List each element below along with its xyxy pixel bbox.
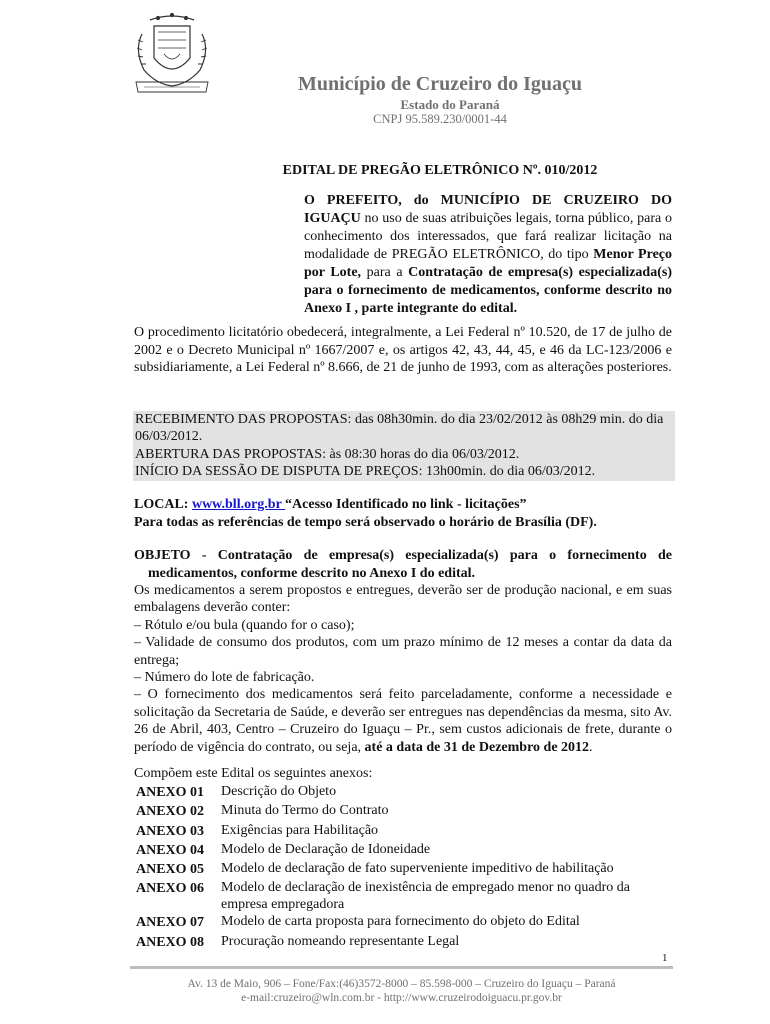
requirement-label: – Rótulo e/ou bula (quando for o caso); — [134, 617, 355, 633]
procedure-paragraph: O procedimento licitatório obedecerá, integralmente, a Lei Federal nº 10.520, de 17 de julho de 2002 e o Decreto Municipal nº 1667/2007 e, os artigos 42, 43, 44, 45, e 46 da LC-123/2006 e subsidiariamente, a Lei Federal nº 8.666, de 21 de junho de 1993, com as alterações posteriores. — [134, 325, 672, 376]
anexo-number: ANEXO 08 — [136, 934, 205, 950]
requirements-block — [134, 582, 672, 756]
anexo-row — [136, 822, 676, 841]
edital-title: EDITAL DE PREGÃO ELETRÔNICO Nº. 010/2012 — [282, 163, 598, 178]
delivery-text: – O fornecimento dos medicamentos será feito parceladamente, conforme a necessidade e solicitação da Secretaria de Saúde, e deverão ser entregues nas dependências da mesma, sito Av. 26 de Abril, 403, Centro – Cruzeiro do Iguaçu – Pr., sem custos adicionais de frete, durante o período de vigência do contrato, ou seja, — [134, 687, 673, 755]
anexo-description: Descrição do Objeto — [221, 784, 337, 799]
cnpj-number: CNPJ 95.589.230/0001-44 — [373, 112, 507, 126]
anexo-number: ANEXO 02 — [136, 804, 205, 820]
footer-contact: e-mail:cruzeiro@wln.com.br - http://www.cruzeirodoiguacu.pr.gov.br — [241, 992, 562, 1004]
footer-address: Av. 13 de Maio, 906 – Fone/Fax:(46)3572-8000 – 85.598-000 – Cruzeiro do Iguaçu – Paraná — [187, 978, 616, 990]
local-label: LOCAL: — [134, 497, 192, 512]
intro-text-1: no uso de suas atribuições legais, torna público, para o conhecimento dos interessados, que fará realizar licitação na modalidade de PREGÃO ELETRÔNICO, do tipo — [304, 211, 672, 262]
intro-bold-2: Menor Preço por Lote, — [304, 247, 672, 280]
requirement-delivery — [134, 686, 672, 756]
delivery-deadline: até a data de 31 de Dezembro de 2012 — [364, 739, 590, 755]
footer-divider — [130, 966, 673, 969]
anexo-description: Procuração nomeando representante Legal — [221, 933, 460, 949]
intro-bold-3: Contratação de empresa(s) especializada(s) para o fornecimento de medicamentos, conforme descrito no Anexo I , parte integrante do edital. — [304, 265, 672, 316]
page-number: 1 — [662, 952, 668, 964]
intro-text-2: para a — [361, 265, 409, 280]
anexo-row — [136, 860, 676, 879]
anexo-description: Exigências para Habilitação — [221, 822, 379, 838]
anexo-number: ANEXO 06 — [136, 881, 205, 897]
location-block — [134, 496, 672, 532]
schedule-box — [133, 411, 675, 481]
anexo-description: Minuta do Termo do Contrato — [221, 803, 389, 819]
anexo-description: Modelo de carta proposta para fornecimento do objeto do Edital — [221, 914, 580, 930]
anexo-row — [136, 783, 676, 802]
anexos-intro: Compõem este Edital os seguintes anexos: — [134, 766, 373, 781]
municipal-coat-of-arms — [128, 10, 216, 102]
anexo-row — [136, 879, 676, 913]
schedule-receipt: RECEBIMENTO DAS PROPOSTAS: das 08h30min. do dia 23/02/2012 às 08h29 min. do dia 06/03/2012. — [135, 412, 664, 445]
objeto-heading — [134, 547, 672, 582]
requirement-validity: – Validade de consumo dos produtos, com um prazo mínimo de 12 meses a contar da data da entrega; — [134, 635, 672, 668]
anexo-number: ANEXO 04 — [136, 842, 205, 858]
schedule-opening: ABERTURA DAS PROPOSTAS: às 08:30 horas do dia 06/03/2012. — [135, 446, 520, 462]
municipality-name: Município de Cruzeiro do Iguaçu — [297, 73, 583, 95]
intro-bold-1: O PREFEITO, do MUNICÍPIO DE CRUZEIRO DO IGUAÇU — [304, 193, 672, 226]
anexo-description: Modelo de Declaração de Idoneidade — [221, 841, 431, 857]
bll-link[interactable]: www.bll.org.br — [191, 497, 286, 512]
requirements-intro: Os medicamentos a serem propostos e entregues, deverão ser de produção nacional, e em suas embalagens deverão conter: — [134, 583, 672, 616]
state-name: Estado do Paraná — [400, 97, 500, 112]
anexo-number: ANEXO 05 — [136, 862, 205, 878]
anexo-row — [136, 802, 676, 821]
objeto-line-2: medicamentos, conforme descrito no Anexo I do edital. — [148, 565, 476, 581]
anexo-number: ANEXO 01 — [136, 785, 205, 800]
schedule-session: INÍCIO DA SESSÃO DE DISPUTA DE PREÇOS: 13h00min. do dia 06/03/2012. — [135, 464, 596, 480]
anexo-row — [136, 913, 676, 932]
anexo-row — [136, 933, 676, 952]
anexo-row — [136, 841, 676, 860]
anexo-description: Modelo de declaração de inexistência de empregado menor no quadro da empresa empregadora — [221, 880, 630, 913]
intro-paragraph — [304, 192, 672, 318]
local-link-note: “Acesso Identificado no link - licitações” — [285, 497, 527, 512]
anexos-list — [136, 783, 676, 952]
anexo-number: ANEXO 03 — [136, 823, 205, 839]
anexo-number: ANEXO 07 — [136, 915, 205, 931]
delivery-end: . — [589, 739, 593, 755]
time-reference-note: Para todas as referências de tempo será observado o horário de Brasília (DF). — [134, 515, 597, 530]
anexo-description: Modelo de declaração de fato superveniente impeditivo de habilitação — [221, 861, 614, 877]
requirement-lot: – Número do lote de fabricação. — [134, 670, 315, 686]
objeto-line-1: OBJETO - Contratação de empresa(s) especializada(s) para o fornecimento de — [134, 548, 672, 563]
